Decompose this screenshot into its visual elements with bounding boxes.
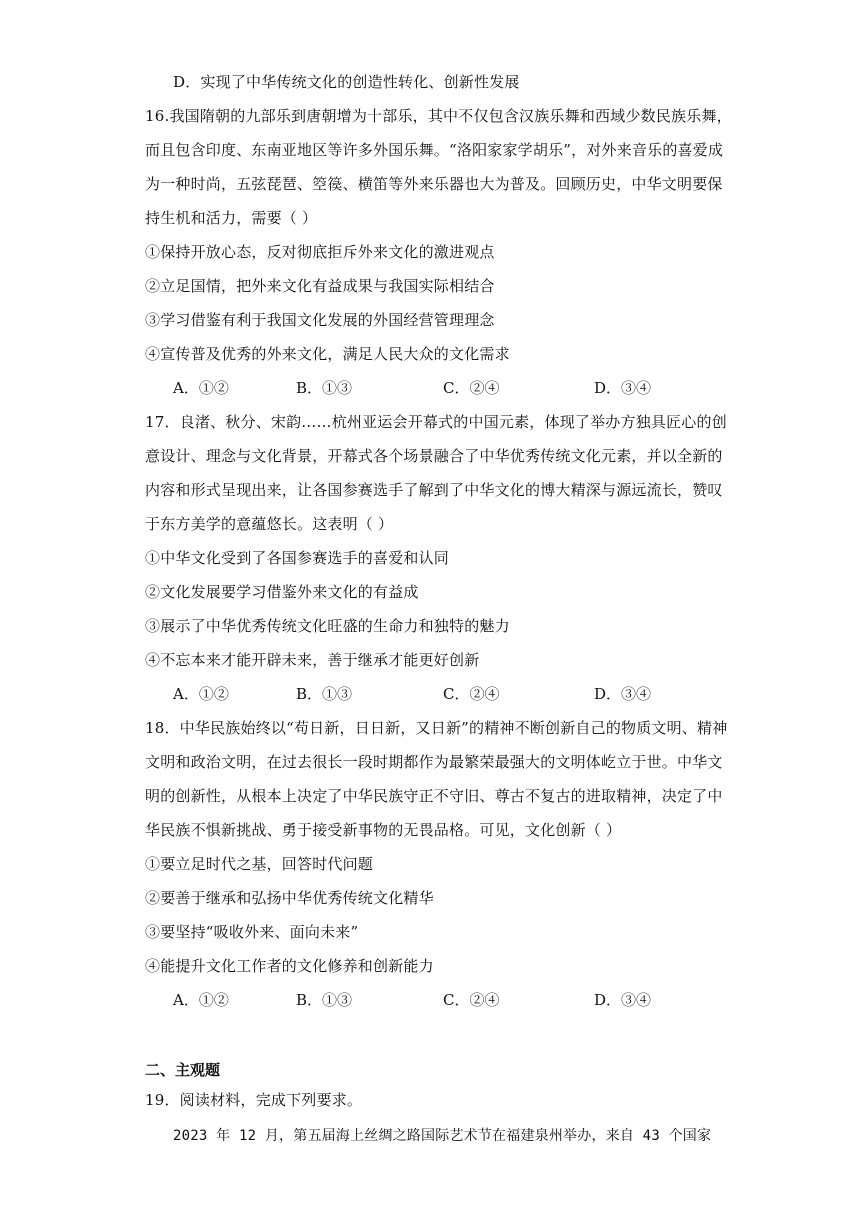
q16-stem-line: 为一种时尚，五弦琵琶、箜篌、横笛等外来乐器也大为普及。回顾历史，中华文明要保 [145,175,723,193]
q17-stem-line: 于东方美学的意蕴悠长。这表明（ ） [145,515,394,533]
q17-option-b: B．①③ [296,685,353,703]
q16-option-c: C．②④ [443,379,500,397]
q16-option-b: B．①③ [296,379,353,397]
q16-stem-line: 持生机和活力，需要（ ） [145,209,318,227]
section-title: 二、主观题 [145,1061,221,1079]
q16-item: ③学习借鉴有利于我国文化发展的外国经营管理理念 [145,311,495,329]
q17-stem-line: 内容和形式呈现出来，让各国参赛选手了解到了中华文化的博大精深与源远流长，赞叹 [145,481,723,499]
q18-stem-line: 华民族不惧新挑战、勇于接受新事物的无畏品格。可见，文化创新（ ） [145,821,622,839]
q17-stem-line: 17．良渚、秋分、宋韵……杭州亚运会开幕式的中国元素，体现了举办方独具匠心的创 [145,413,727,431]
q17-item: ②文化发展要学习借鉴外来文化的有益成 [145,583,419,601]
q17-option-c: C．②④ [443,685,500,703]
q18-item: ④能提升文化工作者的文化修养和创新能力 [145,957,434,975]
q15-option-d: D．实现了中华传统文化的创造性转化、创新性发展 [173,73,520,91]
q16-stem-line: 16.我国隋朝的九部乐到唐朝增为十部乐，其中不仅包含汉族乐舞和西域少数民族乐舞， [145,107,732,125]
q16-item: ④宣传普及优秀的外来文化，满足人民大众的文化需求 [145,345,510,363]
q18-item: ③要坚持“吸收外来、面向未来” [145,923,359,941]
q17-item: ①中华文化受到了各国参赛选手的喜爱和认同 [145,549,450,567]
q18-item: ②要善于继承和弘扬中华优秀传统文化精华 [145,889,434,907]
q18-stem-line: 文明和政治文明，在过去很长一段时期都作为最繁荣最强大的文明体屹立于世。中华文 [145,753,723,771]
q18-option-d: D．③④ [594,991,652,1009]
q16-option-d: D．③④ [594,379,652,397]
q17-option-d: D．③④ [594,685,652,703]
q18-item: ①要立足时代之基，回答时代问题 [145,855,374,873]
q18-option-a: A．①② [173,991,229,1009]
q18-option-c: C．②④ [443,991,500,1009]
q17-option-a: A．①② [173,685,229,703]
q19-stem: 19．阅读材料，完成下列要求。 [145,1091,363,1109]
q17-item: ④不忘本来才能开辟未来，善于继承才能更好创新 [145,651,480,669]
q19-material: 2023 年 12 月，第五届海上丝绸之路国际艺术节在福建泉州举办，来自 43 个国家 [173,1128,712,1144]
q16-item: ②立足国情，把外来文化有益成果与我国实际相结合 [145,277,495,295]
q17-stem-line: 意设计、理念与文化背景，开幕式各个场景融合了中华优秀传统文化元素，并以全新的 [145,447,723,465]
q18-stem-line: 18．中华民族始终以“苟日新，日日新，又日新”的精神不断创新自己的物质文明、精神 [145,719,728,737]
q16-item: ①保持开放心态，反对彻底拒斥外来文化的激进观点 [145,243,495,261]
q16-option-a: A．①② [173,379,229,397]
q16-stem-line: 而且包含印度、东南亚地区等许多外国乐舞。“洛阳家家学胡乐”，对外来音乐的喜爱成 [145,141,724,159]
q18-stem-line: 明的创新性，从根本上决定了中华民族守正不守旧、尊古不复古的进取精神，决定了中 [145,787,723,805]
q17-item: ③展示了中华优秀传统文化旺盛的生命力和独特的魅力 [145,617,510,635]
q18-option-b: B．①③ [296,991,353,1009]
